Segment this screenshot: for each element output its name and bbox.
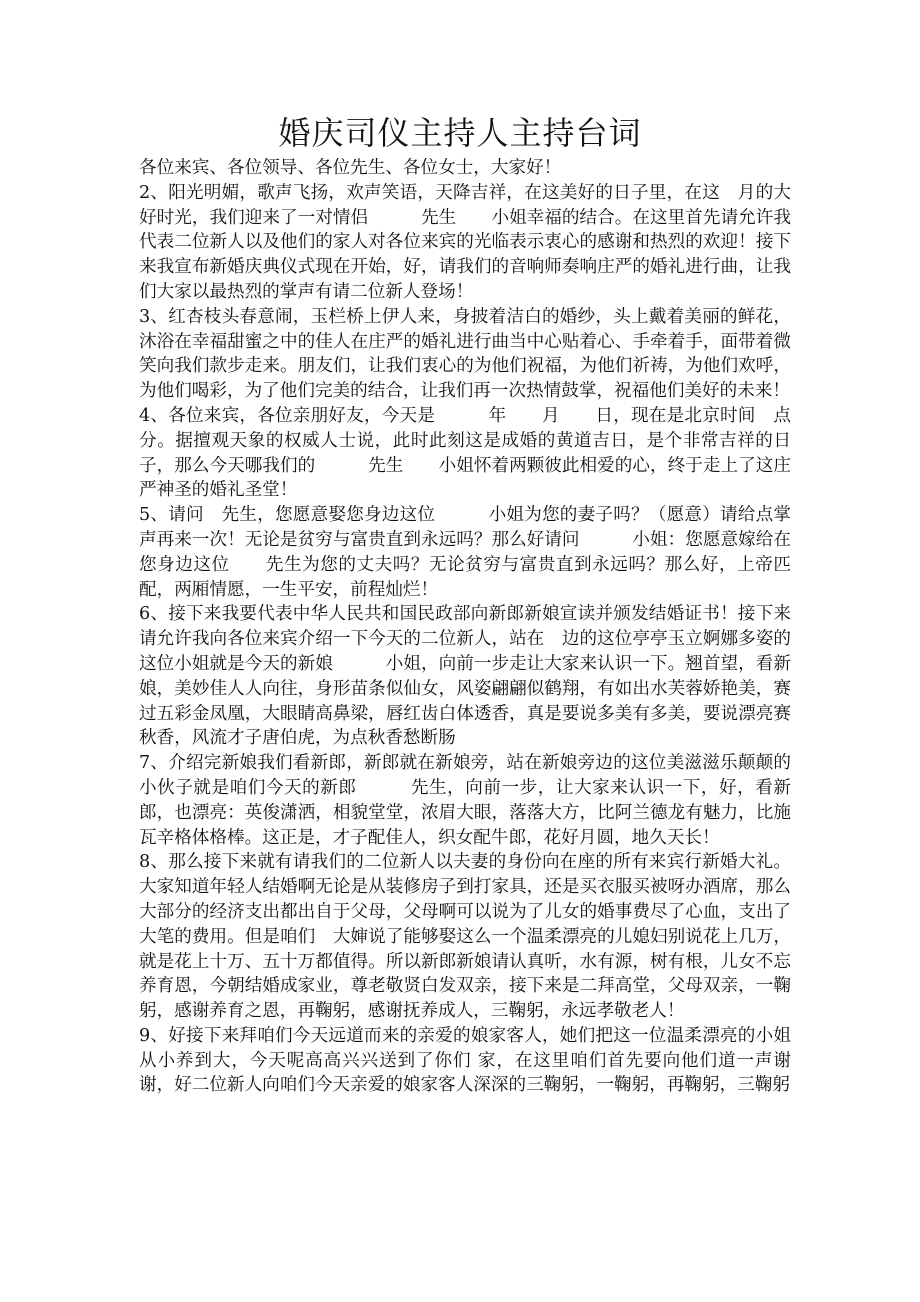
paragraph-9: 9、好接下来拜咱们今天远道而来的亲爱的娘家客人，她们把这一位温柔漂亮的小姐从小养到大，今天呢高高兴兴送到了你们 家，在这里咱们首先要向他们道一声谢谢，好二位新人向咱们今天亲爱的娘家客人深深的三鞠躬，一鞠躬，再鞠躬，三鞠躬 <box>139 1025 791 1096</box>
paragraph-greeting: 各位来宾、各位领导、各位先生、各位女士，大家好！ <box>139 158 562 178</box>
paragraph-2: 2、阳光明媚，歌声飞扬，欢声笑语，天降吉祥，在这美好的日子里，在这 月的大好时光，我们迎来了一对情侣 先生 小姐幸福的结合。在这里首先请允许我代表二位新人以及他们的家人对各位来宾的光临表示衷心的感谢和热烈的欢迎！接下来我宣布新婚庆典仪式现在开始，好，请我们的音响师奏响庄严的婚礼进行曲，让我们大家以最热烈的掌声有请二位新人登场！ <box>139 182 791 302</box>
paragraph-8: 8、那么接下来就有请我们的二位新人以夫妻的身份向在座的所有来宾行新婚大礼。大家知道年轻人结婚啊无论是从装修房子到打家具，还是买衣服买被呀办酒席，那么大部分的经济支出都出自于父母，父母啊可以说为了儿女的婚事费尽了心血，支出了大笔的费用。但是咱们 大婶说了能够娶这么一个温柔漂亮的儿媳妇别说花上几万，就是花上十万、五十万都值得。所以新郎新娘请认真听，水有源，树有根，儿女不忘养育恩，今朝结婚成家业，尊老敬贤白发双亲，接下来是二拜高堂，父母双亲，一鞠躬，感谢养育之恩，再鞠躬，感谢抚养成人，三鞠躬，永远孝敬老人！ <box>139 852 791 1022</box>
document-body <box>139 156 791 1098</box>
paragraph-4: 4、各位来宾，各位亲朋好友，今天是 年 月 日，现在是北京时间 点分。据擅观天象的权威人士说，此时此刻这是成婚的黄道吉日，是个非常吉祥的日子，那么今天哪我们的 先生 小姐怀着两颗彼此相爱的心，终于走上了这庄严神圣的婚礼圣堂！ <box>139 405 791 501</box>
paragraph-6: 6、接下来我要代表中华人民共和国民政部向新郎新娘宣读并颁发结婚证书！接下来请允许我向各位来宾介绍一下今天的二位新人，站在 边的这位亭亭玉立婀娜多姿的这位小姐就是今天的新娘 小姐，向前一步走让大家来认识一下。翘首望，看新娘，美妙佳人人向往，身形苗条似仙女，风姿翩翩似鹤翔，有如出水芙蓉娇艳美，赛过五彩金凤凰，大眼睛高鼻梁，唇红齿白体透香，真是要说多美有多美，要说漂亮赛秋香，风流才子唐伯虎，为点秋香愁断肠 <box>139 604 791 749</box>
paragraph-7: 7、介绍完新娘我们看新郎，新郎就在新娘旁，站在新娘旁边的这位美滋滋乐颠颠的小伙子就是咱们今天的新郎 先生，向前一步，让大家来认识一下，好，看新郎，也漂亮：英俊潇洒，相貌堂堂，浓眉大眼，落落大方，比阿兰德龙有魅力，比施瓦辛格体格棒。这正是，才子配佳人，织女配牛郎，花好月圆，地久天长！ <box>139 753 791 848</box>
page-title: 婚庆司仪主持人主持台词 <box>278 114 642 152</box>
paragraph-3: 3、红杏枝头春意闹，玉栏桥上伊人来，身披着洁白的婚纱，头上戴着美丽的鲜花，沐浴在幸福甜蜜之中的佳人在庄严的婚礼进行曲当中心贴着心、手牵着手，面带着微笑向我们款步走来。朋友们，让我们衷心的为他们祝福，为他们祈祷，为他们欢呼，为他们喝彩，为了他们完美的结合，让我们再一次热情鼓掌，祝福他们美好的未来！ <box>139 306 791 402</box>
paragraph-5: 5、请问 先生，您愿意娶您身边这位 小姐为您的妻子吗？（愿意）请给点掌声再来一次！无论是贫穷与富贵直到永远吗？那么好请问 小姐：您愿意嫁给在您身边这位 先生为您的丈夫吗？无论贫穷与富贵直到永远吗？那么好，上帝匹配，两厢情愿，一生平安，前程灿烂！ <box>139 505 791 600</box>
